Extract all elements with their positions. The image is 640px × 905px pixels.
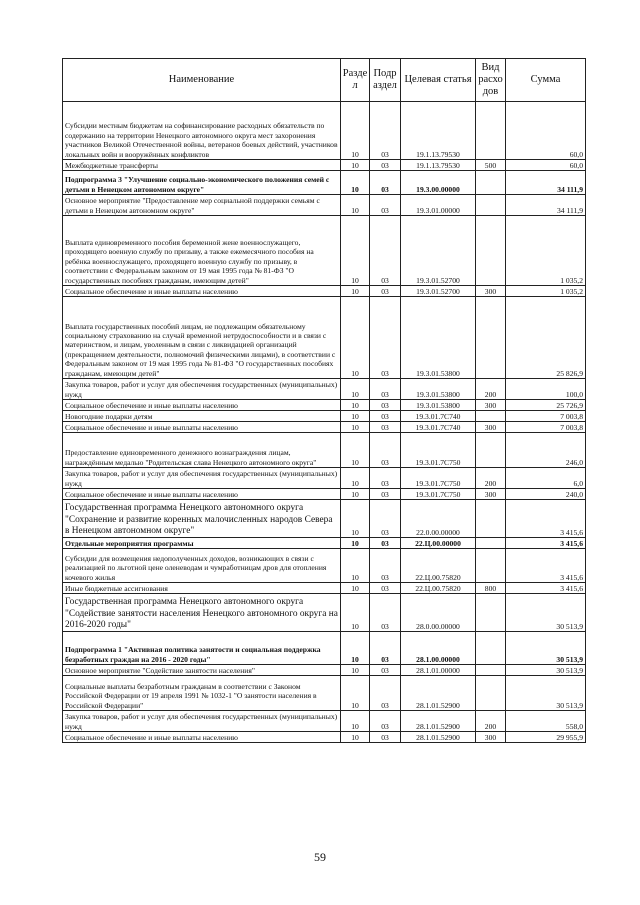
cell-sum: 246,0 bbox=[506, 433, 586, 468]
table-row bbox=[63, 286, 586, 297]
cell-subsection: 03 bbox=[370, 468, 401, 489]
cell-sum: 3 415,6 bbox=[506, 583, 586, 594]
cell-section: 10 bbox=[341, 665, 370, 676]
cell-target: 19.3.01.7С750 bbox=[401, 489, 476, 500]
cell-expense-type bbox=[476, 500, 506, 538]
cell-expense-type bbox=[476, 538, 506, 549]
cell-sum: 30 513,9 bbox=[506, 676, 586, 711]
cell-subsection: 03 bbox=[370, 160, 401, 171]
cell-target: 19.3.01.00000 bbox=[401, 195, 476, 216]
cell-target: 22.0.00.00000 bbox=[401, 500, 476, 538]
cell-name: Социальное обеспечение и иные выплаты населению bbox=[63, 489, 341, 500]
cell-name: Социальное обеспечение и иные выплаты населению bbox=[63, 400, 341, 411]
cell-target: 19.3.01.7С740 bbox=[401, 411, 476, 422]
table-header-row bbox=[63, 59, 586, 102]
cell-section: 10 bbox=[341, 411, 370, 422]
table-row bbox=[63, 632, 586, 665]
cell-subsection: 03 bbox=[370, 711, 401, 732]
cell-target: 28.1.01.52900 bbox=[401, 676, 476, 711]
table-row bbox=[63, 732, 586, 743]
cell-name: Социальное обеспечение и иные выплаты населению bbox=[63, 422, 341, 433]
cell-expense-type: 300 bbox=[476, 732, 506, 743]
table-row bbox=[63, 171, 586, 195]
cell-subsection: 03 bbox=[370, 549, 401, 583]
table-row bbox=[63, 489, 586, 500]
table-row bbox=[63, 379, 586, 400]
cell-name: Отдельные мероприятия программы bbox=[63, 538, 341, 549]
table-row bbox=[63, 160, 586, 171]
cell-subsection: 03 bbox=[370, 632, 401, 665]
cell-expense-type: 500 bbox=[476, 160, 506, 171]
cell-sum: 30 513,9 bbox=[506, 632, 586, 665]
cell-expense-type bbox=[476, 297, 506, 379]
cell-sum: 25 826,9 bbox=[506, 297, 586, 379]
table-body bbox=[63, 102, 586, 743]
cell-subsection: 03 bbox=[370, 665, 401, 676]
cell-subsection: 03 bbox=[370, 195, 401, 216]
cell-target: 22.Ц.00.00000 bbox=[401, 538, 476, 549]
cell-target: 19.3.01.7С750 bbox=[401, 433, 476, 468]
cell-target: 28.1.01.52900 bbox=[401, 711, 476, 732]
cell-name: Социальные выплаты безработным гражданам в соответствии с Законом Российской Федерации от 19 апреля 1991 № 1032-1 "О занятости населения в Российской Федерации" bbox=[63, 676, 341, 711]
cell-expense-type bbox=[476, 433, 506, 468]
cell-expense-type bbox=[476, 632, 506, 665]
cell-subsection: 03 bbox=[370, 583, 401, 594]
cell-expense-type: 800 bbox=[476, 583, 506, 594]
page-number: 59 bbox=[314, 850, 326, 864]
table-row bbox=[63, 422, 586, 433]
cell-name: Социальное обеспечение и иные выплаты населению bbox=[63, 732, 341, 743]
header-name: Наименование bbox=[63, 59, 341, 102]
cell-name: Закупка товаров, работ и услуг для обеспечения государственных (муниципальных) нужд bbox=[63, 711, 341, 732]
cell-section: 10 bbox=[341, 160, 370, 171]
cell-expense-type: 300 bbox=[476, 489, 506, 500]
cell-section: 10 bbox=[341, 594, 370, 632]
cell-name: Закупка товаров, работ и услуг для обеспечения государственных (муниципальных) нужд bbox=[63, 379, 341, 400]
cell-expense-type: 300 bbox=[476, 422, 506, 433]
cell-section: 10 bbox=[341, 583, 370, 594]
header-section: Разде л bbox=[341, 59, 370, 102]
cell-name: Основное мероприятие "Предоставление мер социальной поддержки семьям с детьми в Ненецком автономном округе" bbox=[63, 195, 341, 216]
cell-name: Выплата единовременного пособия беременной жене военнослужащего, проходящего военную службу по призыву, а также ежемесячного пособия на ребёнка военнослужащего, проходящего военную службу по призыву, в соответствии с Федеральным законом от 19 мая 1995 года № 81-ФЗ "О государственных пособиях гражданам, имеющим детей" bbox=[63, 216, 341, 286]
cell-expense-type: 200 bbox=[476, 711, 506, 732]
cell-expense-type: 200 bbox=[476, 379, 506, 400]
cell-sum: 34 111,9 bbox=[506, 171, 586, 195]
budget-table bbox=[62, 58, 586, 743]
cell-subsection: 03 bbox=[370, 216, 401, 286]
cell-expense-type bbox=[476, 216, 506, 286]
cell-target: 19.3.00.00000 bbox=[401, 171, 476, 195]
table-row bbox=[63, 102, 586, 160]
cell-name: Выплата государственных пособий лицам, не подлежащим обязательному социальному страхованию на случай временной нетрудоспособности и в связи с материнством, и лицам, уволенным в связи с ликвидацией организаций (прекращением деятельности, полномочий физическими лицами), в соответствии с Федеральным законом от 19 мая 1995 года № 81-ФЗ "О государственных пособиях гражданам, имеющим детей" bbox=[63, 297, 341, 379]
cell-subsection: 03 bbox=[370, 102, 401, 160]
table-row bbox=[63, 583, 586, 594]
table-row bbox=[63, 676, 586, 711]
cell-sum: 29 955,9 bbox=[506, 732, 586, 743]
cell-sum: 240,0 bbox=[506, 489, 586, 500]
cell-name: Социальное обеспечение и иные выплаты населению bbox=[63, 286, 341, 297]
cell-section: 10 bbox=[341, 468, 370, 489]
cell-sum: 1 035,2 bbox=[506, 216, 586, 286]
cell-sum: 3 415,6 bbox=[506, 500, 586, 538]
cell-target: 19.3.01.53800 bbox=[401, 297, 476, 379]
cell-expense-type bbox=[476, 676, 506, 711]
cell-expense-type bbox=[476, 411, 506, 422]
header-expense-type: Вид расхо дов bbox=[476, 59, 506, 102]
cell-name: Предоставление единовременного денежного вознаграждения лицам, награждённым медалью "Родительская слава Ненецкого автономного округа" bbox=[63, 433, 341, 468]
cell-subsection: 03 bbox=[370, 732, 401, 743]
cell-expense-type bbox=[476, 171, 506, 195]
cell-expense-type bbox=[476, 195, 506, 216]
cell-sum: 558,0 bbox=[506, 711, 586, 732]
cell-subsection: 03 bbox=[370, 411, 401, 422]
table-row bbox=[63, 711, 586, 732]
cell-expense-type bbox=[476, 594, 506, 632]
cell-target: 22.Ц.00.75820 bbox=[401, 549, 476, 583]
cell-target: 22.Ц.00.75820 bbox=[401, 583, 476, 594]
cell-sum: 3 415,6 bbox=[506, 538, 586, 549]
cell-expense-type: 200 bbox=[476, 468, 506, 489]
table-row bbox=[63, 665, 586, 676]
cell-section: 10 bbox=[341, 216, 370, 286]
cell-name: Новогодние подарки детям bbox=[63, 411, 341, 422]
table-row bbox=[63, 433, 586, 468]
cell-section: 10 bbox=[341, 676, 370, 711]
cell-sum: 6,0 bbox=[506, 468, 586, 489]
cell-subsection: 03 bbox=[370, 676, 401, 711]
cell-target: 28.1.00.00000 bbox=[401, 632, 476, 665]
cell-subsection: 03 bbox=[370, 538, 401, 549]
cell-sum: 25 726,9 bbox=[506, 400, 586, 411]
cell-sum: 34 111,9 bbox=[506, 195, 586, 216]
cell-target: 19.3.01.7С740 bbox=[401, 422, 476, 433]
cell-subsection: 03 bbox=[370, 489, 401, 500]
cell-name: Межбюджетные трансферты bbox=[63, 160, 341, 171]
cell-target: 28.1.01.52900 bbox=[401, 732, 476, 743]
cell-subsection: 03 bbox=[370, 594, 401, 632]
table-row bbox=[63, 500, 586, 538]
cell-name: Субсидии для возмещения недополученных доходов, возникающих в связи с реализацией по льготной цене оленеводам и чумработницам дров для отопления кочевого жилья bbox=[63, 549, 341, 583]
table-row bbox=[63, 468, 586, 489]
cell-sum: 7 003,8 bbox=[506, 422, 586, 433]
table-row bbox=[63, 297, 586, 379]
cell-subsection: 03 bbox=[370, 379, 401, 400]
cell-section: 10 bbox=[341, 195, 370, 216]
table-row bbox=[63, 400, 586, 411]
cell-name: Иные бюджетные ассигнования bbox=[63, 583, 341, 594]
cell-section: 10 bbox=[341, 549, 370, 583]
table-row bbox=[63, 216, 586, 286]
cell-section: 10 bbox=[341, 538, 370, 549]
cell-target: 19.3.01.52700 bbox=[401, 286, 476, 297]
cell-sum: 60,0 bbox=[506, 160, 586, 171]
cell-expense-type bbox=[476, 549, 506, 583]
cell-subsection: 03 bbox=[370, 422, 401, 433]
cell-target: 19.3.01.7С750 bbox=[401, 468, 476, 489]
table-row bbox=[63, 594, 586, 632]
cell-section: 10 bbox=[341, 500, 370, 538]
cell-name: Субсидии местным бюджетам на софинансирование расходных обязательств по содержанию на территории Ненецкого автономного округа мест захоронения участников Великой Отечественной войны, ветеранов боевых действий, участников локальных войн и вооружённых конфликтов bbox=[63, 102, 341, 160]
cell-section: 10 bbox=[341, 171, 370, 195]
cell-name: Основное мероприятие "Содействие занятости населения" bbox=[63, 665, 341, 676]
cell-section: 10 bbox=[341, 297, 370, 379]
cell-section: 10 bbox=[341, 732, 370, 743]
cell-section: 10 bbox=[341, 632, 370, 665]
table-row bbox=[63, 195, 586, 216]
cell-subsection: 03 bbox=[370, 171, 401, 195]
table-row bbox=[63, 549, 586, 583]
cell-target: 28.1.01.00000 bbox=[401, 665, 476, 676]
cell-sum: 7 003,8 bbox=[506, 411, 586, 422]
cell-section: 10 bbox=[341, 286, 370, 297]
cell-name: Подпрограмма 1 "Активная политика занятости и социальная поддержка безработных граждан на 2016 - 2020 годы" bbox=[63, 632, 341, 665]
cell-expense-type bbox=[476, 102, 506, 160]
cell-name: Подпрограмма 3 "Улучшение социально-экономического положения семей с детьми в Ненецком автономном округе" bbox=[63, 171, 341, 195]
cell-subsection: 03 bbox=[370, 400, 401, 411]
table-row bbox=[63, 411, 586, 422]
cell-target: 19.3.01.52700 bbox=[401, 216, 476, 286]
cell-name: Закупка товаров, работ и услуг для обеспечения государственных (муниципальных) нужд bbox=[63, 468, 341, 489]
header-subsection: Подр аздел bbox=[370, 59, 401, 102]
cell-section: 10 bbox=[341, 489, 370, 500]
cell-target: 28.0.00.00000 bbox=[401, 594, 476, 632]
header-target: Целевая статья bbox=[401, 59, 476, 102]
cell-expense-type: 300 bbox=[476, 400, 506, 411]
cell-sum: 30 513,9 bbox=[506, 594, 586, 632]
cell-section: 10 bbox=[341, 433, 370, 468]
table-row bbox=[63, 538, 586, 549]
cell-name: Государственная программа Ненецкого автономного округа "Сохранение и развитие коренных малочисленных народов Севера в Ненецком автономном округе" bbox=[63, 500, 341, 538]
cell-subsection: 03 bbox=[370, 297, 401, 379]
cell-section: 10 bbox=[341, 102, 370, 160]
cell-sum: 60,0 bbox=[506, 102, 586, 160]
cell-sum: 100,0 bbox=[506, 379, 586, 400]
cell-sum: 3 415,6 bbox=[506, 549, 586, 583]
cell-target: 19.1.13.79530 bbox=[401, 160, 476, 171]
cell-subsection: 03 bbox=[370, 286, 401, 297]
cell-sum: 1 035,2 bbox=[506, 286, 586, 297]
cell-target: 19.1.13.79530 bbox=[401, 102, 476, 160]
cell-subsection: 03 bbox=[370, 433, 401, 468]
cell-target: 19.3.01.53800 bbox=[401, 400, 476, 411]
cell-section: 10 bbox=[341, 400, 370, 411]
cell-section: 10 bbox=[341, 379, 370, 400]
cell-sum: 30 513,9 bbox=[506, 665, 586, 676]
cell-subsection: 03 bbox=[370, 500, 401, 538]
cell-target: 19.3.01.53800 bbox=[401, 379, 476, 400]
header-sum: Сумма bbox=[506, 59, 586, 102]
cell-section: 10 bbox=[341, 711, 370, 732]
cell-expense-type bbox=[476, 665, 506, 676]
cell-section: 10 bbox=[341, 422, 370, 433]
cell-expense-type: 300 bbox=[476, 286, 506, 297]
cell-name: Государственная программа Ненецкого автономного округа "Содействие занятости населения Ненецкого автономного округа на 2016-2020 годы" bbox=[63, 594, 341, 632]
